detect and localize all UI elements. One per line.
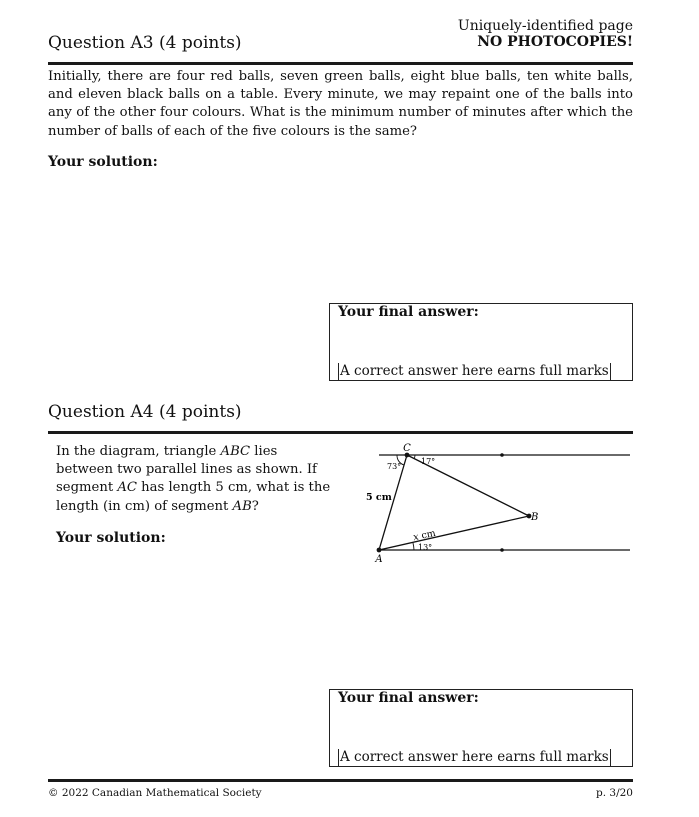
footer-copyright: © 2022 Canadian Mathematical Society bbox=[48, 787, 262, 799]
prompt-var-ac: AC bbox=[117, 480, 137, 496]
angle-a-label: 13° bbox=[418, 543, 433, 552]
angle-c-left-label: 73° bbox=[387, 462, 402, 471]
side-ab-variable: x bbox=[412, 531, 420, 544]
prompt-var-ab: AB bbox=[232, 498, 252, 514]
point-a bbox=[377, 548, 382, 553]
no-photocopies-warning: NO PHOTOCOPIES! bbox=[477, 34, 633, 50]
answer-note: A correct answer here earns full marks bbox=[340, 363, 609, 379]
prompt-text-3: has length 5 cm, what is the length (in cm) of segment bbox=[56, 480, 331, 514]
question-a3-solution-label: Your solution: bbox=[48, 154, 158, 170]
footer-page-number: p. 3/20 bbox=[596, 787, 633, 799]
label-a: A bbox=[375, 554, 383, 565]
label-b: B bbox=[531, 512, 539, 523]
answer-label: Your final answer: bbox=[338, 304, 479, 320]
question-a4-title: Question A4 (4 points) bbox=[48, 402, 242, 422]
angle-a-arc bbox=[413, 543, 414, 550]
angle-c-right-label: 17° bbox=[421, 457, 436, 466]
side-ac-label: 5 cm bbox=[366, 492, 392, 503]
label-c: C bbox=[403, 443, 411, 454]
question-a4-solution-label: Your solution: bbox=[56, 530, 166, 546]
side-ab-label bbox=[412, 528, 437, 543]
segment-ab bbox=[379, 516, 529, 550]
prompt-text-4: ? bbox=[251, 498, 259, 514]
side-ab-unit: cm bbox=[417, 527, 437, 543]
prompt-text-2: lies between two parallel lines as shown. If segment bbox=[56, 444, 317, 496]
prompt-var-abc: ABC bbox=[220, 444, 251, 459]
uniquely-identified-text: Uniquely-identified page bbox=[457, 18, 633, 34]
lower-line-dot bbox=[500, 548, 504, 552]
prompt-text-1: In the diagram, triangle bbox=[56, 444, 221, 459]
question-a4-answer-box[interactable] bbox=[329, 689, 633, 767]
answer-label: Your final answer: bbox=[338, 690, 479, 706]
footer-rule bbox=[48, 779, 633, 782]
question-a3-prompt: Initially, there are four red balls, seven green balls, eight blue balls, ten white balls, and eleven black balls on a table. Every minute, we may repaint one of the balls into any of the other four colours. What is the minimum number of minutes after which the number of balls of each of the five colours is the same? bbox=[48, 69, 633, 139]
upper-line-dot bbox=[500, 453, 504, 457]
question-a3-title: Question A3 (4 points) bbox=[48, 33, 242, 53]
answer-note: A correct answer here earns full marks bbox=[340, 749, 609, 765]
